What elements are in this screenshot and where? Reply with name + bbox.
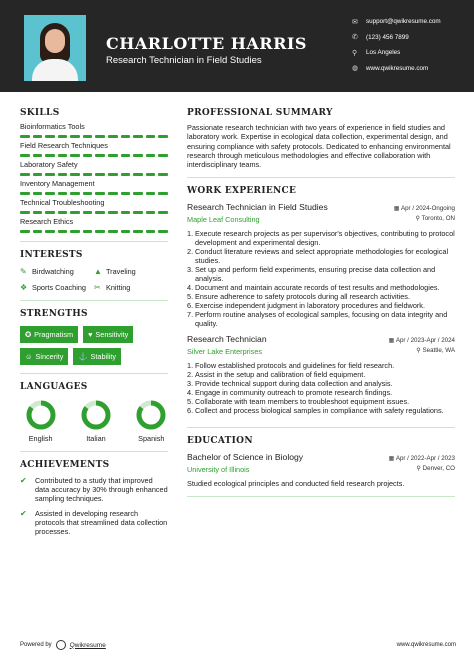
list-item: Perform routine analyses of ecological samples, focusing on data integrity and quality. bbox=[195, 310, 448, 329]
summary-text: Passionate research technician with two years of experience in field studies and laboratory work. Expertise in ecological data collection, experimental design, and ensuring compliance with safety protocols. Dedicated to enhancing environmental research through meticulous methodologies and effective collaboration with interdisciplinary teams. bbox=[187, 123, 451, 170]
skill-dash bbox=[45, 154, 55, 157]
language-item: English bbox=[24, 400, 57, 443]
skill-dash bbox=[108, 211, 118, 214]
location-icon: ⚲ bbox=[416, 347, 423, 355]
job-bullets bbox=[187, 229, 455, 328]
strengths-list bbox=[20, 326, 168, 365]
skill-dash bbox=[83, 135, 93, 138]
calendar-icon: ▦ bbox=[388, 455, 396, 463]
skill-dash bbox=[70, 211, 80, 214]
section-divider bbox=[187, 427, 455, 428]
skill-dash bbox=[121, 211, 131, 214]
interest-item: ▲ Traveling bbox=[94, 267, 136, 276]
skill-dash bbox=[33, 211, 43, 214]
strength-tag: ☺ Sincerity bbox=[20, 348, 68, 365]
degree-title: Bachelor of Science in Biology bbox=[187, 452, 304, 463]
company-name: Silver Lake Enterprises bbox=[187, 347, 263, 357]
mail-icon: ✉ bbox=[352, 18, 358, 26]
skill-dash bbox=[133, 211, 143, 214]
interest-item: ❖ Sports Coaching bbox=[20, 283, 86, 292]
skill-dash bbox=[146, 154, 156, 157]
brand-link[interactable]: Qwikresume bbox=[69, 641, 106, 649]
skill-dash bbox=[158, 154, 168, 157]
skill-dash bbox=[83, 211, 93, 214]
skill-dash bbox=[20, 230, 30, 233]
calendar-icon: ▦ bbox=[388, 337, 396, 345]
skill-dash bbox=[158, 173, 168, 176]
skill-item: Technical Troubleshooting bbox=[20, 198, 168, 214]
skill-dash bbox=[133, 154, 143, 157]
skill-dash bbox=[95, 135, 105, 138]
profile-photo bbox=[24, 15, 86, 81]
anchor-icon: ⚓ bbox=[78, 352, 88, 361]
list-item: Document and maintain accurate records of test results and methodologies. bbox=[195, 283, 440, 293]
heart-icon: ♥ bbox=[88, 330, 93, 339]
globe-icon: ◍ bbox=[352, 65, 359, 73]
skill-dash bbox=[158, 135, 168, 138]
skill-dash bbox=[146, 192, 156, 195]
job-date: ▦ Apr / 2023-Apr / 2024 bbox=[388, 337, 455, 345]
language-item: Italian bbox=[79, 400, 112, 443]
section-divider bbox=[20, 241, 168, 242]
skill-dash bbox=[45, 211, 55, 214]
list-item: Set up and perform field experiments, ensuring precise data collection and analysis. bbox=[195, 265, 436, 284]
skill-dash bbox=[95, 230, 105, 233]
skill-dash bbox=[33, 154, 43, 157]
section-divider bbox=[20, 451, 168, 452]
skill-dash bbox=[33, 230, 43, 233]
education-date: ▦ Apr / 2022-Apr / 2023 bbox=[388, 455, 455, 463]
job-entry bbox=[187, 334, 455, 415]
phone-icon: ✆ bbox=[352, 34, 358, 42]
language-level-ring bbox=[81, 400, 111, 430]
strength-tag: ⚓ Stability bbox=[73, 348, 121, 365]
achievement-item: ✔ Contributed to a study that improved data accuracy by 30% through enhanced sampling techniques. bbox=[20, 476, 168, 503]
job-location: ⚲ Seattle, WA bbox=[416, 347, 455, 355]
education-description: Studied ecological principles and conducted field research projects. bbox=[187, 479, 405, 489]
strengths-title: STRENGTHS bbox=[20, 309, 88, 319]
skill-dash bbox=[20, 192, 30, 195]
language-level-ring bbox=[26, 400, 56, 430]
skill-dash bbox=[108, 173, 118, 176]
location-icon: ⚲ bbox=[415, 215, 422, 223]
skill-level-bar bbox=[20, 135, 168, 138]
skill-dash bbox=[45, 230, 55, 233]
right-column bbox=[187, 108, 455, 505]
skill-dash bbox=[146, 173, 156, 176]
skill-item: Laboratory Safety bbox=[20, 160, 168, 176]
skills-title: SKILLS bbox=[20, 108, 60, 118]
skill-dash bbox=[95, 192, 105, 195]
skill-dash bbox=[70, 192, 80, 195]
list-item: Engage in community outreach to promote research findings. bbox=[195, 388, 393, 398]
skill-dash bbox=[146, 230, 156, 233]
job-title: Research Technician bbox=[187, 334, 267, 345]
skill-dash bbox=[133, 173, 143, 176]
skill-dash bbox=[20, 135, 30, 138]
strength-tag: ♥ Sensitivity bbox=[83, 326, 133, 343]
language-level-ring bbox=[136, 400, 166, 430]
skill-dash bbox=[58, 135, 68, 138]
skill-dash bbox=[133, 135, 143, 138]
skill-dash bbox=[83, 173, 93, 176]
skill-dash bbox=[33, 135, 43, 138]
candidate-title: Research Technician in Field Studies bbox=[106, 55, 262, 66]
list-item: Follow established protocols and guidelines for field research. bbox=[195, 361, 395, 371]
skill-dash bbox=[45, 173, 55, 176]
achievements-title: ACHIEVEMENTS bbox=[20, 460, 110, 470]
skill-dash bbox=[133, 230, 143, 233]
certificate-icon: ✔ bbox=[20, 476, 27, 485]
contact-website[interactable]: ◍ www.qwikresume.com bbox=[352, 64, 429, 73]
skill-dash bbox=[20, 154, 30, 157]
list-item: Execute research projects as per supervisor's objectives, contributing to protocol development and experimental design. bbox=[195, 229, 455, 248]
skill-level-bar bbox=[20, 154, 168, 157]
interests-list bbox=[20, 267, 168, 292]
job-title: Research Technician in Field Studies bbox=[187, 202, 328, 213]
skill-dash bbox=[158, 230, 168, 233]
achievement-item: ✔ Assisted in developing research protocols that streamlined data collection processes. bbox=[20, 509, 168, 536]
skill-dash bbox=[121, 230, 131, 233]
list-item: Conduct literature reviews and select appropriate methodologies for ecological studies. bbox=[195, 247, 449, 266]
certificate-icon: ✔ bbox=[20, 509, 27, 518]
knitting-icon: ✂ bbox=[94, 283, 101, 292]
interest-item: ✂ Knitting bbox=[94, 283, 131, 292]
skill-dash bbox=[95, 173, 105, 176]
footer-website[interactable]: www.qwikresume.com bbox=[396, 642, 456, 648]
school-name: University of Illinois bbox=[187, 465, 250, 475]
summary-title: PROFESSIONAL SUMMARY bbox=[187, 108, 333, 118]
mountain-icon: ▲ bbox=[94, 267, 102, 276]
skill-dash bbox=[121, 173, 131, 176]
section-divider bbox=[187, 496, 455, 497]
list-item: Provide technical support during data collection and analysis. bbox=[195, 379, 393, 389]
list-item: Collect and process biological samples in compliance with safety regulations. bbox=[195, 406, 444, 416]
location-icon: ⚲ bbox=[416, 465, 423, 473]
skill-item: Inventory Management bbox=[20, 179, 168, 195]
left-column bbox=[20, 108, 168, 536]
languages-list bbox=[20, 400, 168, 443]
education-entry bbox=[187, 452, 455, 488]
education-location: ⚲ Denver, CO bbox=[416, 465, 455, 473]
brush-icon: ✎ bbox=[20, 267, 27, 276]
location-icon: ⚲ bbox=[352, 49, 358, 57]
skill-item: Bioinformatics Tools bbox=[20, 122, 168, 138]
experience-title: WORK EXPERIENCE bbox=[187, 186, 297, 197]
skill-dash bbox=[58, 173, 68, 176]
candidate-name: CHARLOTTE HARRIS bbox=[106, 34, 307, 53]
job-bullets bbox=[187, 361, 455, 415]
skill-dash bbox=[58, 230, 68, 233]
skill-dash bbox=[108, 230, 118, 233]
skill-dash bbox=[121, 154, 131, 157]
skill-level-bar bbox=[20, 211, 168, 214]
skill-dash bbox=[108, 154, 118, 157]
section-divider bbox=[20, 373, 168, 374]
job-date: ▦ Apr / 2024-Ongoing bbox=[393, 205, 455, 213]
contact-phone[interactable]: ✆ (123) 456 7899 bbox=[352, 33, 409, 42]
skill-dash bbox=[70, 230, 80, 233]
skill-dash bbox=[20, 211, 30, 214]
skill-dash bbox=[83, 154, 93, 157]
skill-dash bbox=[70, 135, 80, 138]
skill-dash bbox=[158, 192, 168, 195]
list-item: Exercise independent judgment in laboratory procedures and fieldwork. bbox=[195, 301, 425, 311]
skill-dash bbox=[70, 154, 80, 157]
contact-info bbox=[352, 14, 441, 76]
skill-dash bbox=[83, 230, 93, 233]
skill-dash bbox=[58, 192, 68, 195]
skill-item: Research Ethics bbox=[20, 217, 168, 233]
list-item: Collaborate with team members to troubleshoot equipment issues. bbox=[195, 397, 410, 407]
strength-tag: ✪ Pragmatism bbox=[20, 326, 78, 343]
skill-dash bbox=[83, 192, 93, 195]
company-name: Maple Leaf Consulting bbox=[187, 215, 260, 225]
skill-dash bbox=[158, 211, 168, 214]
powered-by: Powered by Qwikresume bbox=[20, 641, 106, 649]
skill-dash bbox=[108, 192, 118, 195]
skill-dash bbox=[146, 135, 156, 138]
interest-item: ✎ Birdwatching bbox=[20, 267, 74, 276]
page-footer bbox=[20, 640, 456, 650]
skills-list bbox=[20, 122, 168, 233]
skill-item: Field Research Techniques bbox=[20, 141, 168, 157]
skill-dash bbox=[20, 173, 30, 176]
education-title: EDUCATION bbox=[187, 436, 253, 447]
skill-dash bbox=[133, 192, 143, 195]
skill-dash bbox=[121, 135, 131, 138]
skill-dash bbox=[33, 173, 43, 176]
skill-level-bar bbox=[20, 192, 168, 195]
list-item: Ensure adherence to safety protocols during all research activities. bbox=[195, 292, 410, 302]
contact-location: ⚲ Los Angeles bbox=[352, 49, 401, 57]
skill-dash bbox=[95, 154, 105, 157]
language-item: Spanish bbox=[135, 400, 168, 443]
languages-title: LANGUAGES bbox=[20, 382, 88, 392]
skill-dash bbox=[45, 192, 55, 195]
section-divider bbox=[187, 177, 455, 178]
skill-dash bbox=[121, 192, 131, 195]
smile-icon: ☺ bbox=[25, 352, 33, 361]
section-divider bbox=[20, 300, 168, 301]
job-entry bbox=[187, 202, 455, 328]
resume-header bbox=[0, 0, 474, 92]
skill-dash bbox=[70, 173, 80, 176]
skill-dash bbox=[45, 135, 55, 138]
skill-dash bbox=[95, 211, 105, 214]
interests-title: INTERESTS bbox=[20, 250, 83, 260]
job-location: ⚲ Toronto, ON bbox=[415, 215, 455, 223]
skill-dash bbox=[58, 211, 68, 214]
qwikresume-logo-icon bbox=[56, 640, 66, 650]
calendar-icon: ▦ bbox=[393, 205, 401, 213]
skill-level-bar bbox=[20, 173, 168, 176]
contact-email[interactable]: ✉ support@qwikresume.com bbox=[352, 18, 441, 26]
skill-dash bbox=[146, 211, 156, 214]
handshake-icon: ❖ bbox=[20, 283, 28, 292]
skill-level-bar bbox=[20, 230, 168, 233]
skill-dash bbox=[58, 154, 68, 157]
skill-dash bbox=[33, 192, 43, 195]
list-item: Assist in the setup and calibration of field equipment. bbox=[195, 370, 366, 380]
skill-dash bbox=[108, 135, 118, 138]
idea-icon: ✪ bbox=[25, 330, 32, 339]
